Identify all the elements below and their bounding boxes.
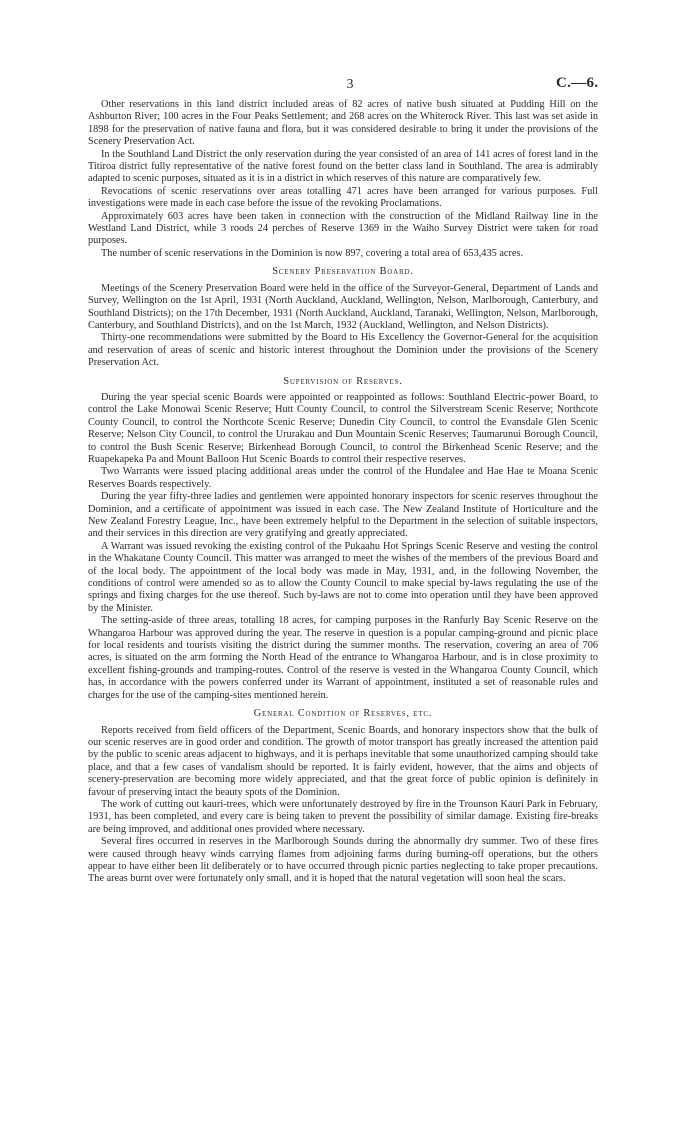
paragraph: A Warrant was issued revoking the existing control of the Pukaahu Hot Springs Scenic Reserve and vesting the control in the Whakatane County Council. This matter was arranged to meet the wishes of the members of the previous Board and of the local body. The appointment of the local body was made in May, 1931, and, in the following November, the conditions of control were amended so as to allow the County Council to make special by-laws regulating the use of the springs and fixing charges for the use thereof. Such by-laws are not to come into operation until they have been approved by the Minister. — [88, 540, 598, 614]
section-heading-supervision-of-reserves: Supervision of Reserves. — [283, 375, 403, 387]
paragraph: Reports received from field officers of the Department, Scenic Boards, and honorary inspectors show that the bulk of our scenic reserves are in good order and condition. The growth of motor transport has greatly increased the attention paid by the public to scenic areas adjacent to highways, and it is perhaps inevitable that some unauthorized camping should take place, and that a few cases of vandalism should be reported. It is fairly evident, however, that the aims and objects of scenery-preservation are becoming more widely appreciated, and that the great force of public opinion is definitely in favour of preserving intact the beauty spots of the Dominion. — [88, 724, 598, 798]
paragraph: Meetings of the Scenery Preservation Board were held in the office of the Surveyor-General, Department of Lands and Survey, Wellington on the 1st April, 1931 (North Auckland, Auckland, Wellington, Nelson, Marlborough, Canterbury, and Southland Districts); on the 17th December, 1931 (North Auckland, Auckland, Taranaki, Wellington, Nelson, Marlborough, Canterbury, and Southland Districts), and on the 1st March, 1932 (Auckland, Wellington, and Nelson Districts). — [88, 282, 598, 331]
paragraph: Revocations of scenic reservations over areas totalling 471 acres have been arranged for various purposes. Full investigations were made in each case before the issue of the revoking Proclamations. — [88, 185, 598, 210]
page-number: 3 — [346, 77, 354, 92]
paragraph: In the Southland Land District the only reservation during the year consisted of an area of 141 acres of forest land in the Titiroa district fully representative of the native forest found on the better class land in Southland. The area is admirably adapted to scenic purposes, situated as it is in a district in which reserves of this nature are comparatively few. — [88, 148, 598, 185]
paragraph: Several fires occurred in reserves in the Marlborough Sounds during the abnormally dry summer. Two of these fires were caused through heavy winds carrying flames from adjoining farms during burning-off operations, but the others appear to have either been lit deliberately or to have occurred through picnic parties neglecting to take proper precautions. The areas burnt over were fortunately only small, and it is hoped that the natural vegetation will soon heal the scars. — [88, 836, 598, 885]
paragraph: Two Warrants were issued placing additional areas under the control of the Hundalee and Hae Hae te Moana Scenic Reserves Boards respectively. — [88, 466, 598, 490]
paragraph: Thirty-one recommendations were submitted by the Board to His Excellency the Governor-General for the acquisition and reservation of areas of scenic and historic interest throughout the Dominion under the provisions of the Scenery Preservation Act. — [88, 332, 598, 369]
paragraph: During the year special scenic Boards were appointed or reappointed as follows: Southland Electric-power Board, to control the Lake Monowai Scenic Reserve; Hutt County Council, to control the Silverstream Scenic Reserve; Northcote County Council, to control the Northcote Scenic Reserve; Dunedin City Council, to control the Evansdale Glen Scenic Reserve; Nelson City Council, to control the Ururakau and Dun Mountain Scenic Reserves; Taumarunui Borough Council, to control the Bush Scenic Reserve; Birkenhead Borough Council, to control the Birkenhead Scenic Reserve; and the Ruapekapeka Pa and Mount Balloon Hut Scenic Boards to control their respective reserves. — [88, 391, 598, 465]
paragraph: Other reservations in this land district included areas of 82 acres of native bush situated at Pudding Hill on the Ashburton River; 100 acres in the Four Peaks Settlement; and 268 acres on the Whiterock River. This last was set aside in 1898 for the preservation of native fauna and flora, but it was considered desirable to bring it under the provisions of the Scenery Preservation Act. — [88, 99, 598, 148]
paragraph: During the year fifty-three ladies and gentlemen were appointed honorary inspectors for scenic reserves throughout the Dominion, and a certificate of appointment was issued in each case. The New Zealand Institute of Horticulture and the New Zealand Forestry League, Inc., have been extremely helpful to the Department in the selection of suitable inspectors, and their services in this direction are very gratifying and greatly appreciated. — [88, 491, 598, 540]
paragraph: The work of cutting out kauri-trees, which were unfortunately destroyed by fire in the Trounson Kauri Park in February, 1931, has been completed, and every care is being taken to prevent the possibility of similar damage. Existing fire-breaks are being improved, and additional ones provided where necessary. — [88, 798, 598, 835]
paragraph: The number of scenic reservations in the Dominion is now 897, covering a total area of 653,435 acres. — [101, 247, 524, 259]
document-reference: C.—6. — [556, 75, 599, 91]
section-heading-scenery-preservation-board: Scenery Preservation Board. — [272, 266, 414, 278]
document-body — [88, 99, 598, 886]
paragraph: The setting-aside of three areas, totalling 18 acres, for camping purposes in the Ranfurly Bay Scenic Reserve on the Whangaroa Harbour was approved during the year. The reserve in question is a popular camping-ground and picnic place for local residents and tourists visiting the district during the summer months. The reservation, covering an area of 706 acres, is situated on the arm forming the North Head of the entrance to Whangaroa Harbour, and is in close proximity to excellent fishing-grounds and tramping-routes. Control of the reserve is vested in the Whangaroa County Council, which has, in accordance with the powers conferred under its Warrant of appointment, instituted a set of reasonable rules and charges for the use of the camping-sites mentioned herein. — [88, 615, 598, 701]
section-heading-general-condition: General Condition of Reserves, etc. — [253, 708, 433, 720]
paragraph: Approximately 603 acres have been taken in connection with the construction of the Midland Railway line in the Westland Land District, while 3 roods 24 perches of Reserve 1369 in the Waiho Survey District were taken for road purposes. — [88, 210, 598, 247]
